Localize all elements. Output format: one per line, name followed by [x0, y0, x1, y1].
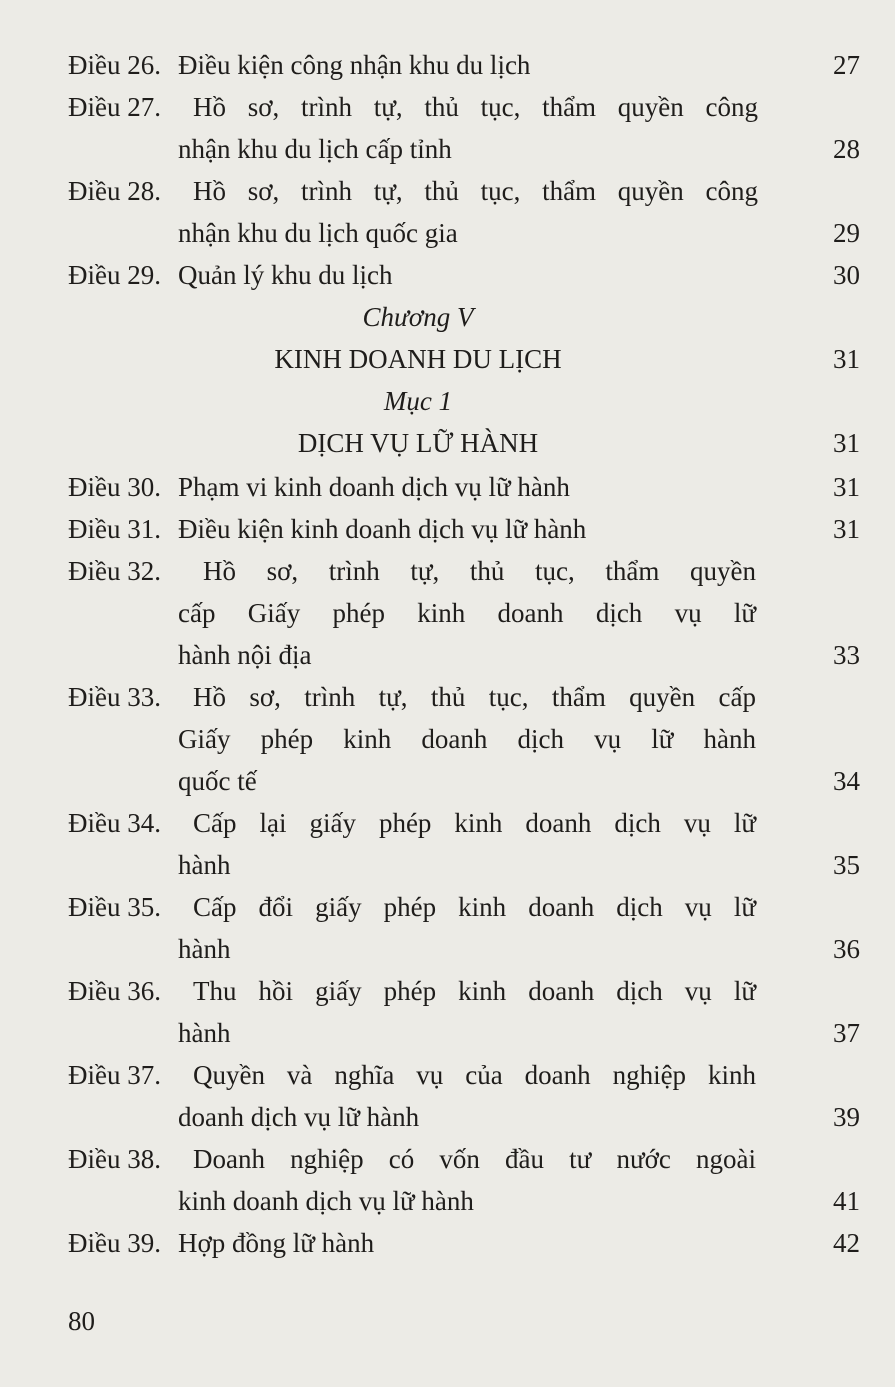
page-number: 80 — [68, 1306, 95, 1336]
entry-page: 30 — [833, 260, 860, 290]
entry-title: Cấp lại giấy phép kinh doanh dịch vụ lữ — [193, 808, 756, 838]
entry-label: Điều 26. — [68, 50, 161, 80]
entry-title-cont: cấp Giấy phép kinh doanh dịch vụ lữ — [178, 598, 756, 628]
entry-title: Hồ sơ, trình tự, thủ tục, thẩm quyền cấp — [193, 682, 756, 712]
entry-page: 39 — [833, 1102, 860, 1132]
entry-label: Điều 37. — [68, 1060, 161, 1090]
entry-title: Điều kiện kinh doanh dịch vụ lữ hành — [178, 514, 587, 544]
entry-label: Điều 34. — [68, 808, 161, 838]
entry-label: Điều 39. — [68, 1228, 161, 1258]
entry-label: Điều 36. — [68, 976, 161, 1006]
entry-page: 31 — [833, 472, 860, 502]
entry-label: Điều 32. — [68, 556, 161, 586]
entry-title: Thu hồi giấy phép kinh doanh dịch vụ lữ — [193, 976, 756, 1006]
entry-title-cont: kinh doanh dịch vụ lữ hành — [178, 1186, 474, 1216]
toc-entry — [68, 86, 860, 170]
toc-entry — [68, 886, 860, 970]
chapter-page: 31 — [833, 344, 860, 374]
entry-title-cont: hành nội địa — [178, 640, 312, 670]
entry-page: 31 — [833, 514, 860, 544]
section-page: 31 — [833, 428, 860, 458]
entry-title: Điều kiện công nhận khu du lịch — [178, 50, 531, 80]
entry-title: Hồ sơ, trình tự, thủ tục, thẩm quyền công — [193, 92, 758, 122]
toc-entry — [68, 550, 860, 676]
entry-page: 34 — [833, 766, 860, 796]
entry-label: Điều 27. — [68, 92, 161, 122]
entry-title-cont: Giấy phép kinh doanh dịch vụ lữ hành — [178, 724, 756, 754]
entry-title: Hồ sơ, trình tự, thủ tục, thẩm quyền — [203, 556, 756, 586]
entry-page: 42 — [833, 1228, 860, 1258]
entry-title-cont: hành — [178, 850, 231, 880]
entry-title-cont: quốc tế — [178, 766, 257, 796]
entry-label: Điều 31. — [68, 514, 161, 544]
entry-label: Điều 35. — [68, 892, 161, 922]
entry-page: 29 — [833, 218, 860, 248]
entry-title: Quản lý khu du lịch — [178, 260, 393, 290]
toc-entry — [68, 1054, 860, 1138]
chapter-label: Chương V — [362, 302, 474, 332]
entry-title-cont: doanh dịch vụ lữ hành — [178, 1102, 420, 1132]
entry-title-cont: hành — [178, 1018, 231, 1048]
entry-title: Cấp đổi giấy phép kinh doanh dịch vụ lữ — [193, 892, 756, 922]
section-label: Mục 1 — [383, 386, 453, 416]
entry-title-cont: nhận khu du lịch cấp tỉnh — [178, 134, 452, 164]
entry-label: Điều 29. — [68, 260, 161, 290]
entry-label: Điều 28. — [68, 176, 161, 206]
entry-page: 35 — [833, 850, 860, 880]
entry-page: 27 — [833, 50, 860, 80]
entry-page: 28 — [833, 134, 860, 164]
section-title: DỊCH VỤ LỮ HÀNH — [297, 428, 539, 458]
entry-title-cont: nhận khu du lịch quốc gia — [178, 218, 458, 248]
entry-title: Quyền và nghĩa vụ của doanh nghiệp kinh — [193, 1060, 756, 1090]
entry-page: 37 — [833, 1018, 860, 1048]
entry-title-cont: hành — [178, 934, 231, 964]
entry-page: 36 — [833, 934, 860, 964]
toc-entry — [68, 1138, 860, 1222]
entry-label: Điều 33. — [68, 682, 161, 712]
entry-page: 33 — [833, 640, 860, 670]
toc-entry — [68, 802, 860, 886]
entry-title: Hợp đồng lữ hành — [178, 1228, 375, 1258]
toc-entry — [68, 170, 860, 254]
entry-title: Phạm vi kinh doanh dịch vụ lữ hành — [178, 472, 570, 502]
chapter-title: KINH DOANH DU LỊCH — [274, 344, 562, 374]
entry-label: Điều 38. — [68, 1144, 161, 1174]
entry-title: Doanh nghiệp có vốn đầu tư nước ngoài — [193, 1144, 756, 1174]
entry-title: Hồ sơ, trình tự, thủ tục, thẩm quyền công — [193, 176, 758, 206]
entry-label: Điều 30. — [68, 472, 161, 502]
toc-entry — [68, 676, 860, 802]
toc-entry — [68, 970, 860, 1054]
entry-page: 41 — [833, 1186, 860, 1216]
